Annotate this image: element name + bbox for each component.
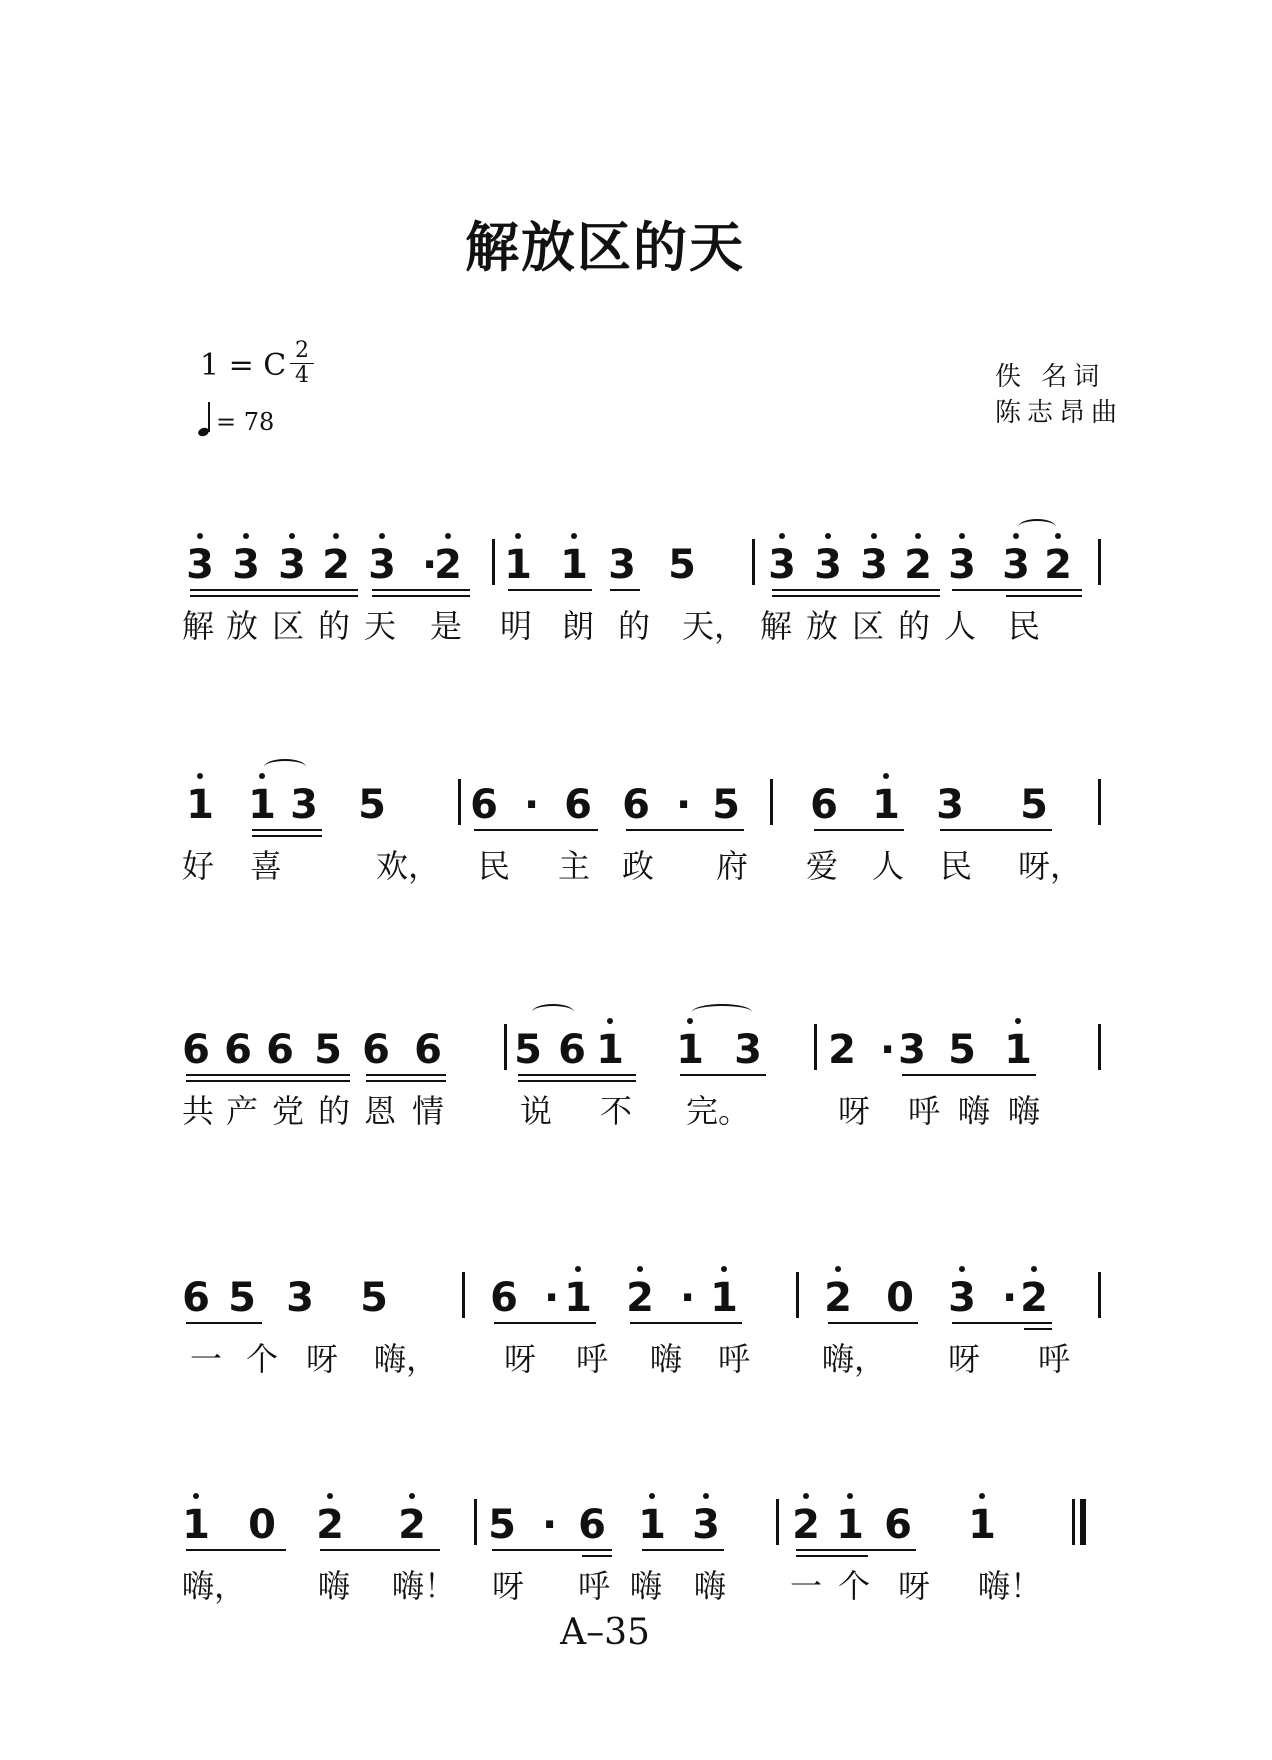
note: 5 [228,1275,256,1321]
octave-dot [379,533,385,539]
octave-dot [637,1266,643,1272]
note: 1 [182,1502,210,1548]
beam-underline [252,829,322,831]
note: 6 [810,782,838,828]
score-row [0,542,1272,665]
octave-dot [607,1018,613,1024]
lyric-syllable: 好 [182,847,215,885]
note: 3 [898,1027,926,1073]
dot-duration: · [676,782,692,828]
lyric-syllable: 说 [520,1092,553,1130]
beam-underline [508,589,592,591]
note: 2 [904,542,932,588]
lyric-syllable: 民 [478,847,511,885]
note: 2 [316,1502,344,1548]
dot-duration: · [544,1275,560,1321]
dot-duration: · [542,1502,558,1548]
lyric-syllable: 呀， [1018,847,1083,885]
lyric-syllable: 解 [182,607,215,645]
octave-dot [871,533,877,539]
note: 1 [596,1027,624,1073]
note: 3 [860,542,888,588]
note: 3 [948,542,976,588]
note: 3 [608,542,636,588]
lyric-syllable: 解 [760,607,793,645]
beam-underline [186,1549,286,1551]
lyric-syllable: 的 [898,607,931,645]
note: 6 [558,1027,586,1073]
note: 5 [488,1502,516,1548]
barline [492,539,495,585]
note: 6 [578,1502,606,1548]
lyric-syllable: 的 [318,607,351,645]
lyric-syllable: 区 [852,607,885,645]
lyric-syllable: 共 [182,1092,215,1130]
lyric-syllable: 政 [622,847,655,885]
note: 1 [968,1502,996,1548]
lyric-syllable: 党 [272,1092,305,1130]
octave-dot [847,1493,853,1499]
beam-underline [1024,1328,1052,1330]
final-barline [1080,1499,1086,1545]
note: 0 [886,1275,914,1321]
lyric-syllable: 完。 [686,1092,751,1130]
beam-underline [186,1074,350,1076]
note: 3 [232,542,260,588]
note: 5 [358,782,386,828]
beam-underline [626,829,744,831]
lyric-syllable: 主 [558,847,591,885]
page-number: A–35 [560,1612,650,1653]
beam-underline [492,1549,612,1551]
lyric-syllable: 民 [940,847,973,885]
beam-underline [190,595,358,597]
note: 2 [1044,542,1072,588]
lyric-syllable: 个 [246,1340,279,1378]
lyric-syllable: 天， [682,607,747,645]
beam-underline [366,1080,446,1082]
lyric-syllable: 一 [190,1340,223,1378]
beam-underline [582,1555,612,1557]
barline [770,779,773,825]
lyric-syllable: 呼 [578,1567,611,1605]
octave-dot [575,1266,581,1272]
lyric-syllable: 的 [318,1092,351,1130]
lyric-syllable: 朗 [562,607,595,645]
score-row [0,782,1272,905]
lyric-syllable: 人 [944,607,977,645]
dot-duration: · [880,1027,896,1073]
beam-underline [1006,595,1082,597]
barline [1098,1024,1101,1070]
time-signature [290,340,314,387]
octave-dot [333,533,339,539]
composer-credit: 陈志昂曲 [995,398,1124,428]
octave-dot [1015,1018,1021,1024]
lyric-syllable: 嗨 [650,1340,683,1378]
lyric-syllable: 是 [430,607,463,645]
note: 6 [884,1502,912,1548]
note: 1 [504,542,532,588]
lyric-syllable: 嗨 [318,1567,351,1605]
beam-underline [186,1322,262,1324]
octave-dot [327,1493,333,1499]
note: 2 [434,542,462,588]
lyric-syllable: 欢， [376,847,441,885]
note: 0 [248,1502,276,1548]
note: 2 [322,542,350,588]
lyric-syllable: 喜 [250,847,283,885]
score-row [0,1502,1272,1625]
note: 3 [948,1275,976,1321]
octave-dot [883,773,889,779]
note: 5 [668,542,696,588]
lyric-syllable: 嗨 [694,1567,727,1605]
beam-underline [610,589,640,591]
lyric-syllable: 情 [412,1092,445,1130]
beam-underline [518,1080,636,1082]
note: 2 [626,1275,654,1321]
lyric-syllable: 呀 [492,1567,525,1605]
lyric-syllable: 呀 [306,1340,339,1378]
octave-dot [289,533,295,539]
barline [752,539,755,585]
lyric-syllable: 呀 [838,1092,871,1130]
slur [692,1004,752,1020]
slur [532,1004,574,1020]
note: 1 [638,1502,666,1548]
octave-dot [197,533,203,539]
beam-underline [952,1322,1052,1324]
barline [504,1024,507,1070]
octave-dot [649,1493,655,1499]
note: 6 [622,782,650,828]
lyric-syllable: 呼 [1038,1340,1071,1378]
octave-dot [959,533,965,539]
beam-underline [772,595,940,597]
note: 2 [792,1502,820,1548]
lyric-syllable: 天 [364,607,397,645]
beam-underline [372,589,470,591]
barline [1098,1272,1101,1318]
octave-dot [979,1493,985,1499]
lyric-syllable: 呀 [898,1567,931,1605]
time-signature-bottom: 4 [295,363,309,388]
note: 3 [368,542,396,588]
note: 1 [248,782,276,828]
beam-underline [494,1322,596,1324]
beam-underline [252,835,322,837]
barline [776,1499,779,1545]
lyric-syllable: 人 [872,847,905,885]
note: 6 [414,1027,442,1073]
note: 2 [1020,1275,1048,1321]
lyric-syllable: 呀 [948,1340,981,1378]
octave-dot [703,1493,709,1499]
tempo-marking [198,402,274,436]
note: 2 [824,1275,852,1321]
beam-underline [366,1074,446,1076]
note: 1 [710,1275,738,1321]
lyric-syllable: 嗨， [374,1340,439,1378]
barline [462,1272,465,1318]
barline [458,779,461,825]
lyric-syllable: 呀 [504,1340,537,1378]
barline [1098,779,1101,825]
note: 1 [560,542,588,588]
lyric-syllable: 产 [226,1092,259,1130]
barline [814,1024,817,1070]
lyric-syllable: 嗨！ [978,1567,1043,1605]
octave-dot [803,1493,809,1499]
note: 3 [286,1275,314,1321]
lyric-syllable: 嗨， [182,1567,247,1605]
note: 6 [490,1275,518,1321]
score-row [0,1275,1272,1398]
lyric-syllable: 的 [618,607,651,645]
dot-duration: · [422,542,438,588]
note: 3 [768,542,796,588]
lyricist-credit: 佚 名词 [995,362,1106,392]
octave-dot [779,533,785,539]
slur [1018,519,1056,535]
lyric-syllable: 嗨 [958,1092,991,1130]
lyric-syllable: 明 [500,607,533,645]
beam-underline [680,1074,766,1076]
note: 2 [828,1027,856,1073]
lyric-syllable: 个 [838,1567,871,1605]
lyric-syllable: 呼 [718,1340,751,1378]
note: 5 [514,1027,542,1073]
dot-duration: · [524,782,540,828]
note: 6 [266,1027,294,1073]
lyric-syllable: 嗨， [822,1340,887,1378]
beam-underline [902,1074,1036,1076]
octave-dot [1031,1266,1037,1272]
key-signature: 1 = C [200,348,287,383]
barline [474,1499,477,1545]
note: 1 [564,1275,592,1321]
beam-underline [320,1549,440,1551]
beam-underline [372,595,470,597]
lyric-syllable: 嗨！ [392,1567,457,1605]
octave-dot [915,533,921,539]
beam-underline [814,829,904,831]
note: 6 [564,782,592,828]
barline [1098,539,1101,585]
note: 3 [734,1027,762,1073]
note: 3 [814,542,842,588]
note: 5 [948,1027,976,1073]
beam-underline [796,1555,868,1557]
lyric-syllable: 府 [716,847,749,885]
note: 6 [470,782,498,828]
slur [264,759,306,775]
note: 6 [182,1027,210,1073]
note: 3 [290,782,318,828]
note: 3 [278,542,306,588]
score-row [0,1027,1272,1150]
octave-dot [571,533,577,539]
beam-underline [828,1322,918,1324]
note: 3 [936,782,964,828]
barline [1072,1499,1075,1545]
note: 6 [224,1027,252,1073]
lyric-syllable: 爱 [806,847,839,885]
octave-dot [243,533,249,539]
tempo-value: = 78 [216,408,275,436]
note: 1 [872,782,900,828]
octave-dot [959,1266,965,1272]
beam-underline [772,589,940,591]
lyric-syllable: 民 [1008,607,1041,645]
note: 1 [186,782,214,828]
octave-dot [825,533,831,539]
lyric-syllable: 不 [600,1092,633,1130]
song-title: 解放区的天 [465,216,745,279]
lyric-syllable: 嗨 [1008,1092,1041,1130]
beam-underline [186,1080,350,1082]
note: 3 [692,1502,720,1548]
lyric-syllable: 嗨 [630,1567,663,1605]
note: 2 [398,1502,426,1548]
note: 3 [1002,542,1030,588]
quarter-note-icon [198,402,212,436]
lyric-syllable: 区 [272,607,305,645]
octave-dot [193,1493,199,1499]
beam-underline [642,1549,724,1551]
note: 1 [1004,1027,1032,1073]
note: 5 [360,1275,388,1321]
octave-dot [409,1493,415,1499]
note: 3 [186,542,214,588]
note: 5 [1020,782,1048,828]
beam-underline [630,1322,742,1324]
note: 6 [182,1275,210,1321]
lyric-syllable: 呼 [576,1340,609,1378]
dot-duration: · [680,1275,696,1321]
lyric-syllable: 放 [806,607,839,645]
dot-duration: · [1002,1275,1018,1321]
beam-underline [518,1074,636,1076]
barline [796,1272,799,1318]
note: 6 [362,1027,390,1073]
beam-underline [940,829,1052,831]
lyric-syllable: 一 [790,1567,823,1605]
octave-dot [835,1266,841,1272]
lyric-syllable: 呼 [908,1092,941,1130]
lyric-syllable: 放 [226,607,259,645]
octave-dot [445,533,451,539]
lyric-syllable: 恩 [364,1092,397,1130]
note: 5 [314,1027,342,1073]
time-signature-top: 2 [295,338,309,363]
beam-underline [190,589,358,591]
octave-dot [197,773,203,779]
note: 1 [676,1027,704,1073]
beam-underline [796,1549,916,1551]
note: 5 [712,782,740,828]
octave-dot [515,533,521,539]
beam-underline [474,829,598,831]
octave-dot [721,1266,727,1272]
note: 1 [836,1502,864,1548]
beam-underline [952,589,1082,591]
